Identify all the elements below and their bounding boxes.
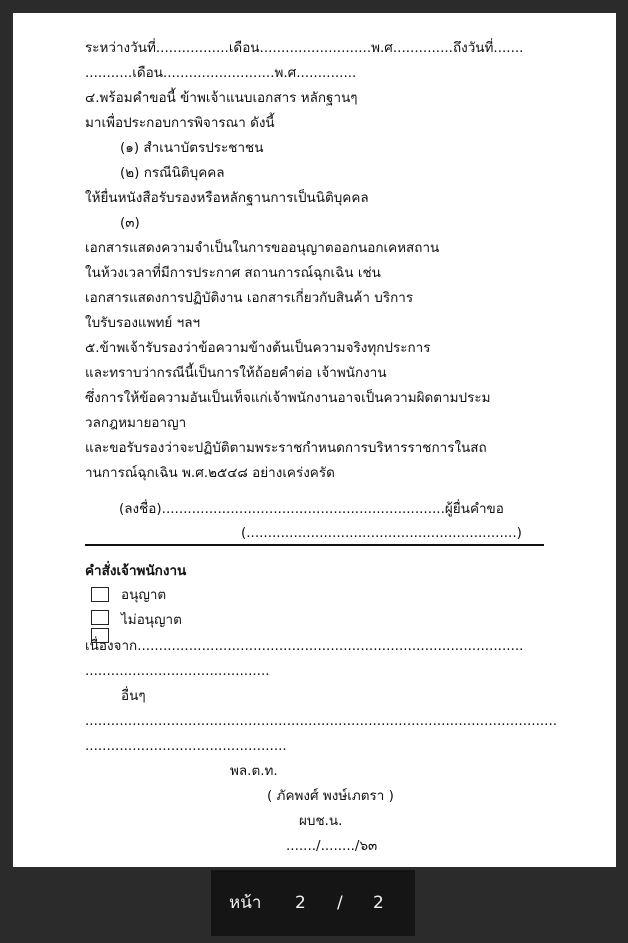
attachment-2-detail: ให้ยื่นหนังสือรับรองหรือหลักฐานการเป็นนิติบุคคล	[85, 190, 369, 206]
section-divider	[85, 544, 544, 546]
others-line-2: ...............................................	[85, 738, 287, 754]
order-heading: คำสั่งเจ้าพนักงาน	[85, 563, 187, 579]
deny-label: ไม่อนุญาต	[121, 612, 182, 628]
item-5-heading: ๕.ข้าพเจ้ารับรองว่าข้อความข้างต้นเป็นความจริงทุกประการ	[85, 340, 431, 356]
attachment-1: (๑) สำเนาบัตรประชาชน	[120, 140, 264, 156]
total-pages: 2	[373, 893, 384, 913]
page-separator: /	[337, 893, 343, 913]
official-name: ( ภัคพงศ์ พงษ์เภตรา )	[267, 788, 394, 804]
item-5-text-1: และทราบว่ากรณีนี้เป็นการให้ถ้อยคำต่อ เจ้าพนักงาน	[85, 365, 387, 381]
item-4-heading: ๔.พร้อมคำขอนี้ ข้าพเจ้าแนบเอกสาร หลักฐานๆ	[85, 90, 358, 106]
attachment-3-detail-2: ในห้วงเวลาที่มีการประกาศ สถานการณ์ฉุกเฉิน เช่น	[85, 265, 381, 281]
current-page-number: 2	[295, 893, 306, 913]
attachment-3: (๓)	[120, 215, 140, 231]
item-4-text: มาเพื่อประกอบการพิจารณา ดังนี้	[85, 115, 275, 131]
date-range-line-1: ระหว่างวันที่.................เดือน..........................พ.ศ..............ถึงวันที่.......	[85, 40, 524, 56]
item-5-text-3: วลกฎหมายอาญา	[85, 415, 187, 431]
approve-checkbox[interactable]	[91, 587, 109, 602]
reason-line-1: เนื่องจาก..........................................................................................	[85, 638, 524, 654]
others-line-1: ..............................................................................................................	[85, 713, 558, 729]
attachment-3-detail-3: เอกสารแสดงการปฏิบัติงาน เอกสารเกี่ยวกับสินค้า บริการ	[85, 290, 414, 306]
attachment-2: (๒) กรณีนิติบุคคล	[120, 165, 225, 181]
signature-line: (ลงชื่อ)..................................................................ผู้ยื่นคำขอ	[119, 501, 504, 517]
attachment-3-detail-4: ใบรับรองแพทย์ ฯลฯ	[85, 315, 201, 331]
official-rank: พล.ต.ท.	[230, 763, 278, 779]
page-label: หน้า	[229, 893, 262, 913]
reason-line-2: ...........................................	[85, 663, 270, 679]
page-indicator	[211, 870, 415, 936]
item-5-text-5: านการณ์ฉุกเฉิน พ.ศ.๒๕๔๘ อย่างเคร่งครัด	[85, 465, 335, 481]
others-label: อื่นๆ	[121, 688, 146, 704]
date-line: ......./......../๖๓	[286, 838, 378, 854]
deny-checkbox[interactable]	[91, 610, 109, 625]
document-page	[13, 13, 616, 867]
signature-name-line: (...............................................................)	[241, 525, 522, 541]
approve-label: อนุญาต	[121, 587, 167, 603]
item-5-text-2: ซึ่งการให้ข้อความอันเป็นเท็จแก่เจ้าพนักงานอาจเป็นความผิดตามประม	[85, 390, 491, 406]
official-position: ผบช.น.	[299, 813, 343, 829]
item-5-text-4: และขอรับรองว่าจะปฏิบัติตามพระราชกำหนดการบริหารราชการในสถ	[85, 440, 487, 456]
attachment-3-detail-1: เอกสารแสดงความจำเป็นในการขออนุญาตออกนอกเคหสถาน	[85, 240, 440, 256]
date-range-line-2: ...........เดือน..........................พ.ศ..............	[85, 65, 357, 81]
